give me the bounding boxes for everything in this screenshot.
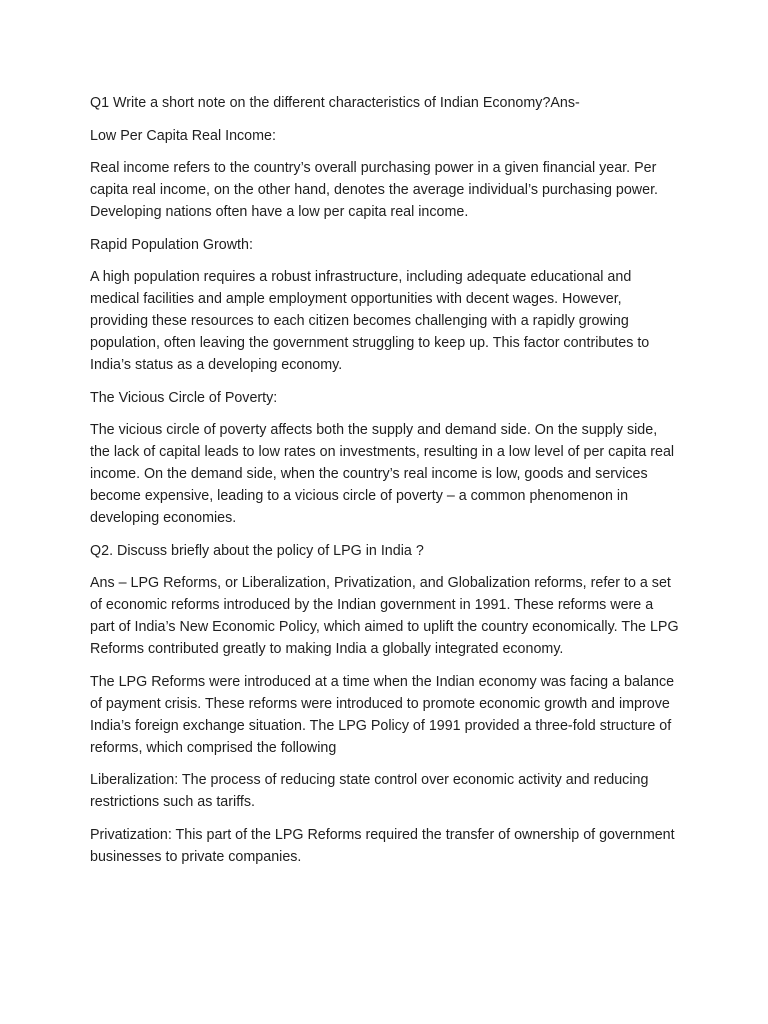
paragraph-privatization: Privatization: This part of the LPG Reforms required the transfer of ownership of government businesses to private companies.	[90, 826, 675, 865]
paragraph-real-income: Real income refers to the country’s overall purchasing power in a given financial year. Per capita real income, on the other hand, denotes the average individual’s purchasing power. Developing nations often have a low per capita real income.	[90, 160, 659, 220]
section-heading-vicious-circle: The Vicious Circle of Poverty:	[90, 389, 278, 406]
section-heading-population-growth: Rapid Population Growth:	[90, 236, 253, 253]
paragraph-lpg-answer: Ans – LPG Reforms, or Liberalization, Privatization, and Globalization reforms, refer to a set of economic reforms introduced by the Indian government in 1991. These reforms were a part of India’s New Economic Policy, which aimed to uplift the country economically. The LPG Reforms contributed greatly to making India a globally integrated economy.	[90, 575, 679, 657]
question-2-heading: Q2. Discuss briefly about the policy of LPG in India ?	[90, 542, 424, 559]
question-1-heading: Q1 Write a short note on the different characteristics of Indian Economy?Ans-	[90, 95, 580, 111]
paragraph-vicious-circle: The vicious circle of poverty affects both the supply and demand side. On the supply side, the lack of capital leads to low rates on investments, resulting in a low level of per capita real income. On the demand side, when the country’s real income is low, goods and services become expensive, leading to a vicious circle of poverty – a common phenomenon in developing economies.	[90, 422, 675, 526]
paragraph-population: A high population requires a robust infrastructure, including adequate educational and medical facilities and ample employment opportunities with decent wages. However, providing these resources to each citizen becomes challenging with a rapidly growing population, often leaving the government struggling to keep up. This factor contributes to India’s status as a developing economy.	[90, 269, 650, 373]
section-heading-low-per-capita-income: Low Per Capita Real Income:	[90, 127, 276, 144]
paragraph-liberalization: Liberalization: The process of reducing state control over economic activity and reducing restrictions such as tariffs.	[90, 772, 649, 810]
paragraph-lpg-background: The LPG Reforms were introduced at a time when the Indian economy was facing a balance of payment crisis. These reforms were introduced to promote economic growth and improve India’s foreign exchange situation. The LPG Policy of 1991 provided a three-fold structure of reforms, which comprised the following	[90, 673, 675, 756]
